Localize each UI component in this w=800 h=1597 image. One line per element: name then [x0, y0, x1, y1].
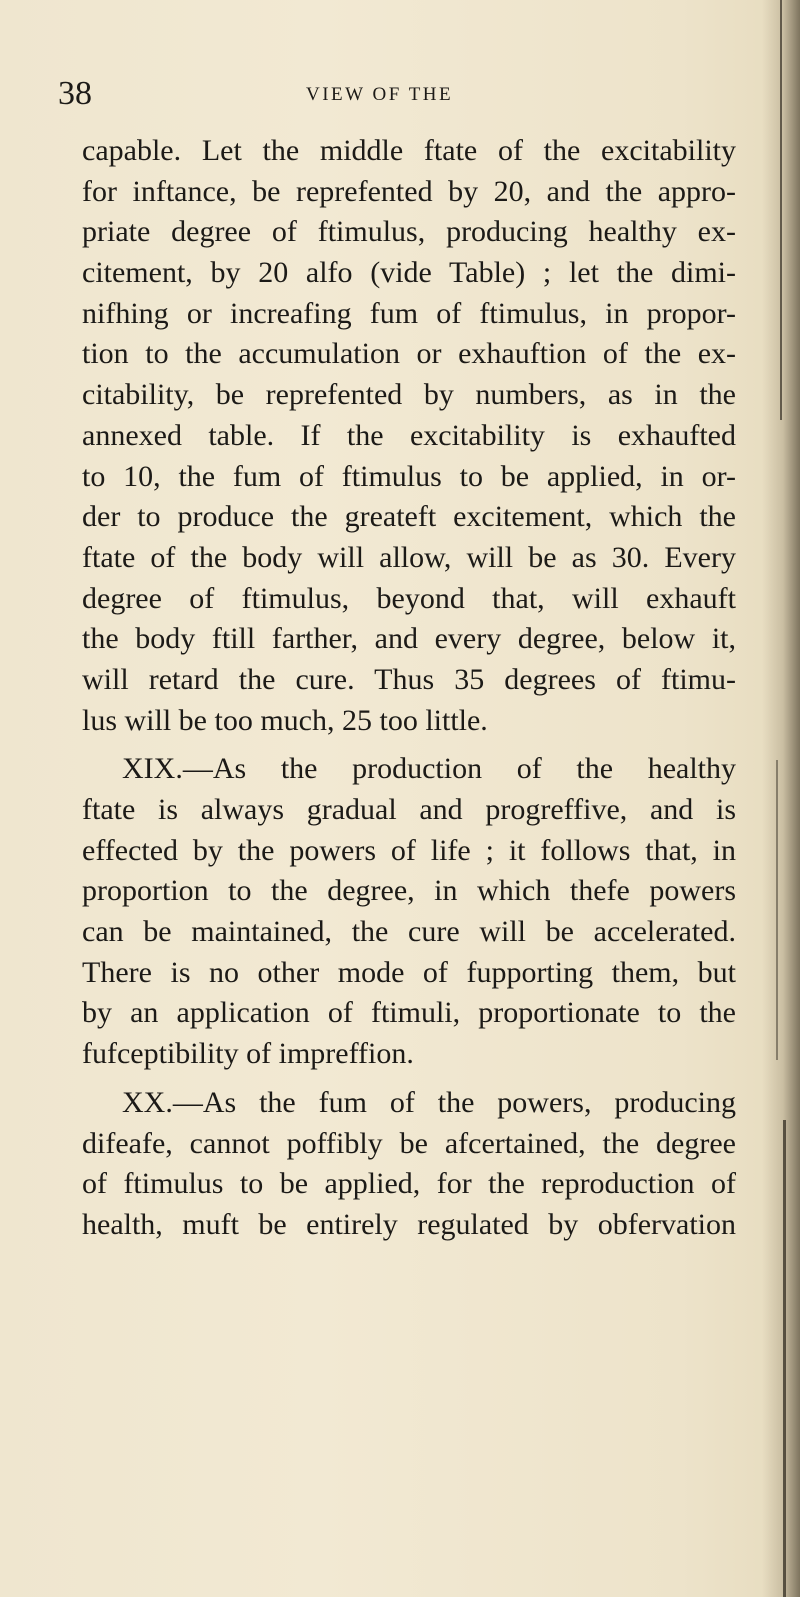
paragraph-gap	[82, 1075, 736, 1083]
text-line: citability, be reprefented by numbers, as in the	[82, 378, 736, 412]
text-line: to 10, the fum of ftimulus to be applied, in or-	[82, 459, 736, 493]
text-line: lus will be too much, 25 too little.	[82, 703, 488, 737]
text-line: tion to the accumulation or exhauftion of the ex-	[82, 337, 736, 371]
text-line: of ftimulus to be applied, for the reproduction of	[82, 1167, 736, 1201]
paragraph	[82, 1083, 736, 1246]
text-line: XIX.—As the production of the healthy	[122, 752, 736, 786]
page-edge-line	[776, 760, 778, 1060]
text-line: for inftance, be reprefented by 20, and the appro-	[82, 174, 736, 208]
text-line: will retard the cure. Thus 35 degrees of ftimu-	[82, 662, 736, 696]
page-edge-line	[780, 0, 782, 420]
paragraph	[82, 749, 736, 1075]
page-number: 38	[58, 75, 92, 112]
body-text	[82, 131, 736, 1246]
running-head-title: VIEW OF THE	[306, 84, 454, 105]
paragraph-gap	[82, 741, 736, 749]
text-line: priate degree of ftimulus, producing healthy ex-	[82, 215, 736, 249]
text-line: ftate of the body will allow, will be as 30. Every	[82, 540, 736, 574]
text-line: can be maintained, the cure will be accelerated.	[82, 915, 736, 949]
text-line: the body ftill farther, and every degree, below it,	[82, 622, 736, 656]
text-line: health, muft be entirely regulated by obfervation	[82, 1207, 736, 1241]
text-line: There is no other mode of fupporting them, but	[82, 955, 736, 989]
paragraph	[82, 131, 736, 741]
text-line: by an application of ftimuli, proportionate to the	[82, 996, 736, 1030]
text-line: proportion to the degree, in which thefe powers	[82, 874, 736, 908]
running-head	[58, 74, 758, 114]
text-line: difeafe, cannot poffibly be afcertained, the degree	[82, 1126, 736, 1160]
text-line: XX.—As the fum of the powers, producing	[122, 1085, 736, 1119]
text-line: nifhing or increafing fum of ftimulus, in propor-	[82, 296, 736, 330]
text-line: der to produce the greateft excitement, which the	[82, 500, 736, 534]
text-line: annexed table. If the excitability is exhaufted	[82, 418, 736, 452]
text-line: effected by the powers of life ; it follows that, in	[82, 833, 736, 867]
text-line: capable. Let the middle ftate of the excitability	[82, 134, 736, 167]
text-line: fufceptibility of impreffion.	[82, 1037, 414, 1071]
text-line: citement, by 20 alfo (vide Table) ; let the dimi-	[82, 256, 736, 290]
page-edge-line	[783, 1120, 786, 1597]
text-line: degree of ftimulus, beyond that, will exhauft	[82, 581, 736, 615]
text-line: ftate is always gradual and progreffive, and is	[82, 793, 736, 826]
